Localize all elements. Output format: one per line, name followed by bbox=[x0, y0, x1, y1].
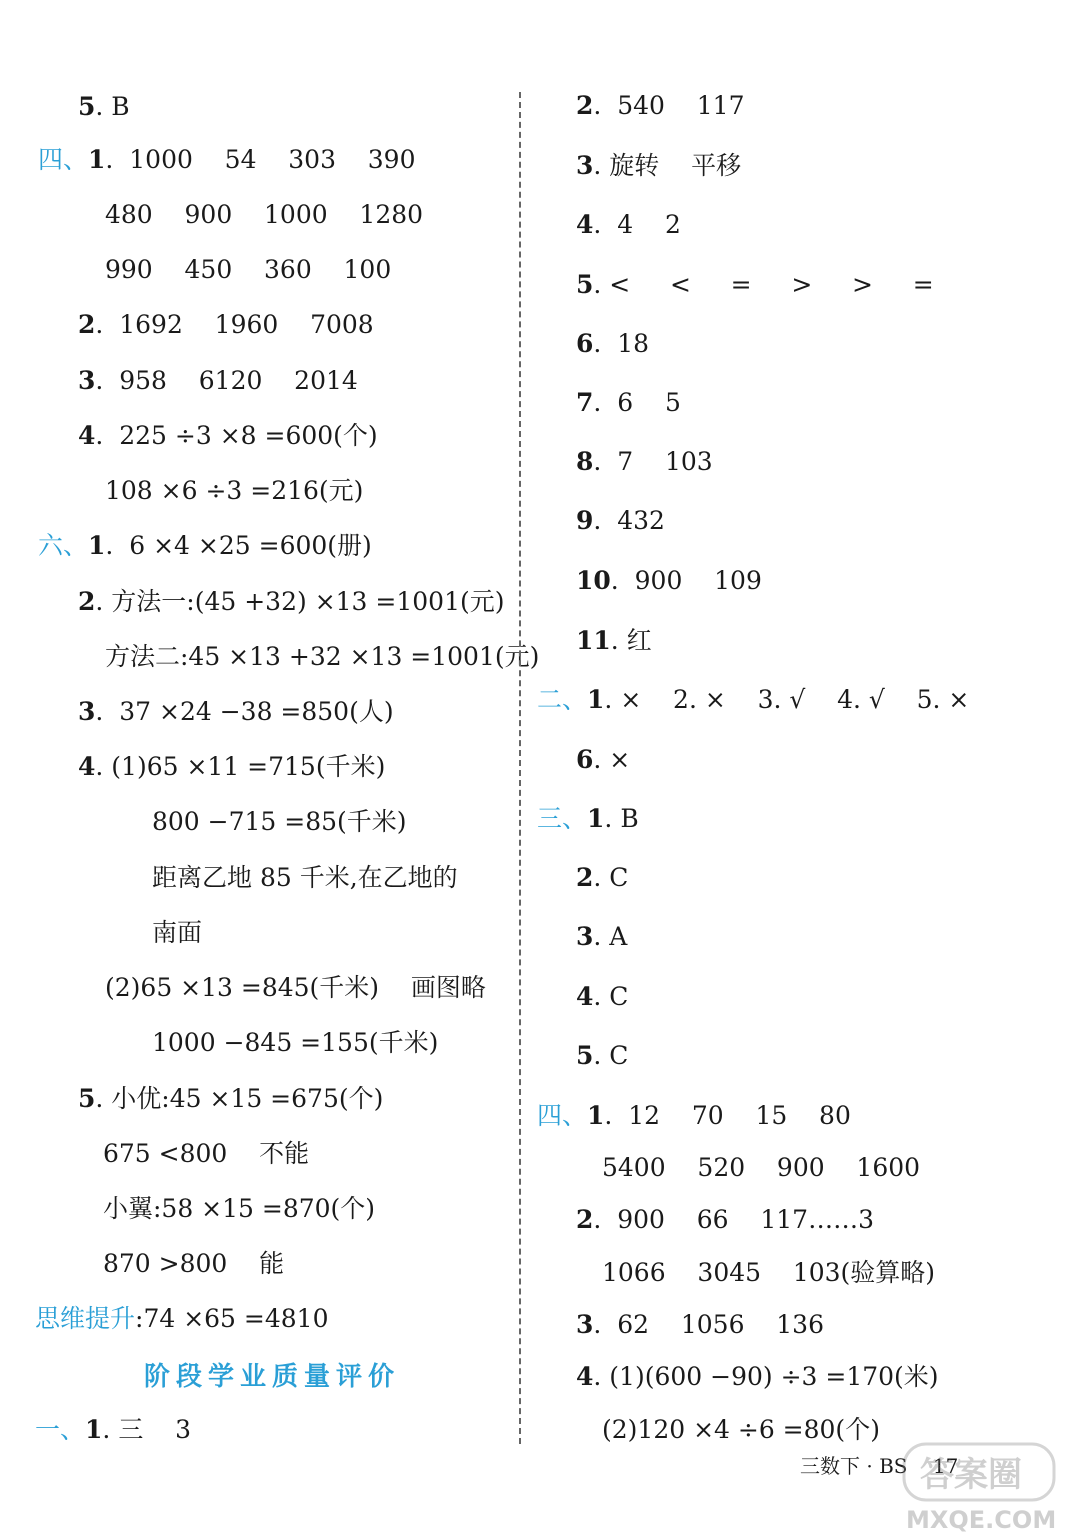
answer-line: 4. 225 ÷3 ×8 =600(个) bbox=[78, 421, 378, 450]
answer-line: 6. × bbox=[576, 745, 631, 774]
answer-line: 480 900 1000 1280 bbox=[105, 200, 424, 229]
answer-line: 4. (1)65 ×11 =715(千米) bbox=[78, 752, 386, 781]
answer-line: 675 <800 不能 bbox=[103, 1139, 310, 1168]
answer-line: 4. C bbox=[576, 982, 629, 1011]
watermark-logo bbox=[900, 1440, 1070, 1536]
answer-line: 三、1. B bbox=[537, 804, 639, 833]
answer-line: 1066 3045 103(验算略) bbox=[602, 1258, 936, 1287]
column-divider bbox=[519, 92, 521, 1444]
answer-line: 一、1. 三 3 bbox=[35, 1415, 192, 1444]
answer-line: 四、1. 1000 54 303 390 bbox=[38, 145, 416, 174]
answer-line: 3. A bbox=[576, 922, 628, 951]
answer-line: 8. 7 103 bbox=[576, 447, 713, 476]
answer-line: 思维提升:74 ×65 =4810 bbox=[35, 1304, 329, 1333]
answer-line: 四、1. 12 70 15 80 bbox=[537, 1101, 851, 1130]
answer-line: 5. 小优:45 ×15 =675(个) bbox=[78, 1084, 384, 1113]
answer-line: 3. 旋转 平移 bbox=[576, 151, 742, 180]
answer-line: 11. 红 bbox=[576, 626, 652, 655]
answer-line: 1000 −845 =155(千米) bbox=[152, 1028, 439, 1057]
answer-line: 4. (1)(600 −90) ÷3 =170(米) bbox=[576, 1362, 939, 1391]
answer-line: 2. 540 117 bbox=[576, 91, 745, 120]
svg-text:答案圈: 答案圈 bbox=[920, 1455, 1022, 1495]
answer-line: 3. 958 6120 2014 bbox=[78, 366, 358, 395]
answer-line: 5. B bbox=[78, 92, 130, 121]
answer-line: 7. 6 5 bbox=[576, 388, 681, 417]
answer-line: 小翼:58 ×15 =870(个) bbox=[103, 1194, 376, 1223]
answer-line: 3. 62 1056 136 bbox=[576, 1310, 824, 1339]
answer-line: 南面 bbox=[152, 918, 203, 947]
answer-line: 5. < < = > > = bbox=[576, 270, 934, 299]
answer-line: 990 450 360 100 bbox=[105, 255, 392, 284]
answer-line: 5400 520 900 1600 bbox=[602, 1153, 921, 1182]
answer-line: 2. 方法一:(45 +32) ×13 =1001(元) bbox=[78, 587, 505, 616]
section-heading: 阶段学业质量评价 bbox=[144, 1362, 401, 1392]
answer-line: (2)65 ×13 =845(千米) 画图略 bbox=[105, 973, 486, 1002]
answer-line: 2. C bbox=[576, 863, 629, 892]
answer-line: 9. 432 bbox=[576, 506, 665, 535]
answer-line: 方法二:45 ×13 +32 ×13 =1001(元) bbox=[105, 642, 540, 671]
answer-line: 10. 900 109 bbox=[576, 566, 762, 595]
answer-line: 3. 37 ×24 −38 =850(人) bbox=[78, 697, 394, 726]
answer-line: 6. 18 bbox=[576, 329, 650, 358]
answer-line: 870 >800 能 bbox=[103, 1249, 285, 1278]
answer-line: 4. 4 2 bbox=[576, 210, 681, 239]
answer-line: 108 ×6 ÷3 =216(元) bbox=[105, 476, 364, 505]
answer-line: (2)120 ×4 ÷6 =80(个) bbox=[602, 1415, 880, 1444]
answer-line: 二、1. × 2. × 3. √ 4. √ 5. × bbox=[537, 685, 970, 714]
svg-text:MXQE.COM: MXQE.COM bbox=[906, 1506, 1057, 1534]
page-footer: 三数下 · BS 17 bbox=[800, 1454, 959, 1478]
answer-line: 距离乙地 85 千米,在乙地的 bbox=[152, 863, 458, 892]
answer-line: 2. 900 66 117……3 bbox=[576, 1205, 874, 1234]
answer-line: 5. C bbox=[576, 1041, 629, 1070]
answer-line: 2. 1692 1960 7008 bbox=[78, 310, 374, 339]
answer-line: 六、1. 6 ×4 ×25 =600(册) bbox=[38, 531, 372, 560]
answer-line: 800 −715 =85(千米) bbox=[152, 807, 407, 836]
